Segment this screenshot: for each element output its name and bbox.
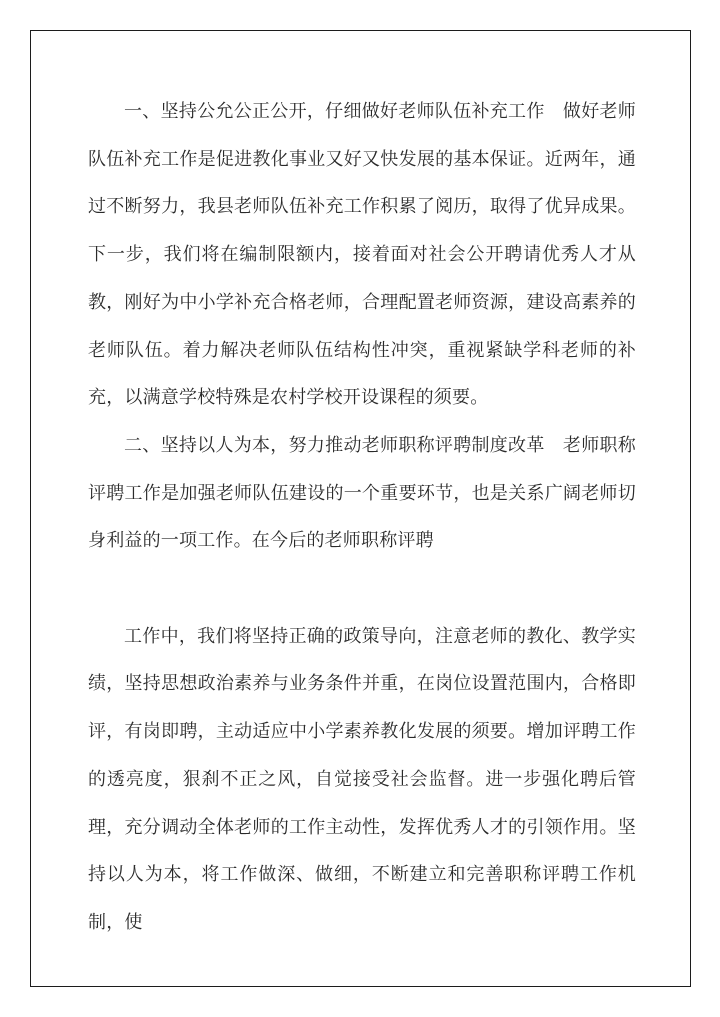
paragraph-section-1: 一、坚持公允公正公开，仔细做好老师队伍补充工作 做好老师队伍补充工作是促进教化事业又好又快发展的基本保证。近两年，通过不断努力，我县老师队伍补充工作积累了阅历，取得了优异成果。下一步，我们将在编制限额内，接着面对社会公开聘请优秀人才从教，刚好为中小学补充合格老师，合理配置老师资源，建设高素养的老师队伍。着力解决老师队伍结构性冲突，重视紧缺学科老师的补充，以满意学校特殊是农村学校开设课程的须要。 xyxy=(88,101,636,408)
paragraph-section-2: 二、坚持以人为本，努力推动老师职称评聘制度改革 老师职称评聘工作是加强老师队伍建设的一个重要环节，也是关系广阔老师切身利益的一项工作。在今后的老师职称评聘 xyxy=(88,434,636,551)
document-body xyxy=(88,88,636,947)
page-border xyxy=(30,30,691,987)
blank-line xyxy=(88,565,636,613)
paragraph-section-2-continued: 工作中，我们将坚持正确的政策导向，注意老师的教化、教学实绩，坚持思想政治素养与业务条件并重，在岗位设置范围内，合格即评，有岗即聘，主动适应中小学素养教化发展的须要。增加评聘工作的透亮度，狠刹不正之风，自觉接受社会监督。进一步强化聘后管理，充分调动全体老师的工作主动性，发挥优秀人才的引领作用。坚持以人为本，将工作做深、做细，不断建立和完善职称评聘工作机制，使 xyxy=(88,625,636,932)
